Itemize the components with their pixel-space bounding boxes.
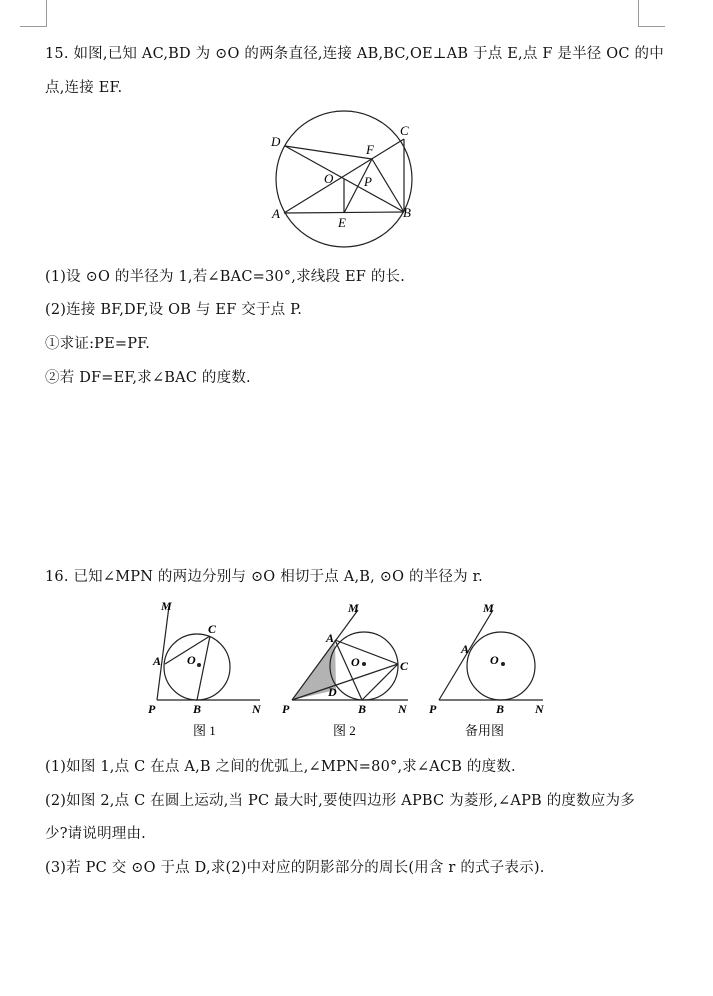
label-o: O [187,653,196,667]
label-m: M [348,601,359,615]
problem-16-stem [45,565,483,586]
label-c: C [400,123,409,138]
center-dot [362,662,366,666]
problem-15-stem-text-1: 如图,已知 AC,BD 为 ⊙O 的两条直径,连接 AB,BC,OE⊥AB 于点 E,点 F 是半径 OC 的中 [73,46,664,62]
problem-16-question-2-line-2: 少?请说明理由. [45,826,146,842]
problem-15-number: 15. [45,46,69,62]
label-b: B [193,702,202,716]
label-a: A [461,642,470,656]
problem-15-question-2: (2)连接 BF,DF,设 OB 与 EF 交于点 P. [45,302,303,318]
problem-15-figure [262,104,424,254]
label-n: N [252,702,261,716]
problem-15-question-2a: ①求证:PE=PF. [45,336,151,352]
page-corner-mark-top-right [638,0,665,27]
problem-16-stem-text: 已知∠MPN 的两边分别与 ⊙O 相切于点 A,B, ⊙O 的半径为 r. [73,569,483,585]
problem-16-figure-1 [140,598,270,738]
label-o: O [490,653,499,667]
caption-backup-figure: 备用图 [465,723,505,738]
label-a: A [326,631,335,645]
label-a: A [272,206,280,221]
caption-figure-2: 图 2 [333,723,356,738]
label-d: D [328,685,337,699]
segment-df [285,146,372,159]
segment-bc [197,636,210,700]
label-o: O [351,655,360,669]
problem-16-figure-2 [278,598,418,738]
label-b: B [358,702,367,716]
label-m: M [161,599,172,613]
label-a: A [153,654,162,668]
problem-15-stem-line-2: 点,连接 EF. [45,80,123,96]
label-o: O [324,171,334,186]
problem-16-question-2-line-1: (2)如图 2,点 C 在圆上运动,当 PC 最大时,要使四边形 APBC 为菱形,∠APB 的度数应为多 [45,793,635,809]
problem-16-question-3: (3)若 PC 交 ⊙O 于点 D,求(2)中对应的阴影部分的周长(用含 r 的式子表示). [45,860,545,876]
label-b: B [496,702,505,716]
problem-16-backup-figure [425,598,555,738]
label-n: N [398,702,407,716]
center-dot [501,662,505,666]
problem-15-stem-line-1 [45,42,664,63]
segment-bf [372,159,404,212]
label-p: P [364,174,372,189]
problem-16-question-1: (1)如图 1,点 C 在点 A,B 之间的优弧上,∠MPN=80°,求∠ACB 的度数. [45,759,516,775]
label-p: P [429,702,437,716]
label-p: P [148,702,156,716]
label-e: E [338,215,346,230]
label-d: D [271,134,281,149]
caption-figure-1: 图 1 [193,723,216,738]
label-c: C [400,659,409,673]
label-c: C [208,622,217,636]
label-m: M [483,601,494,615]
label-n: N [535,702,544,716]
label-b: B [403,205,411,220]
problem-15-question-2b: ②若 DF=EF,求∠BAC 的度数. [45,370,251,386]
page-corner-mark-top-left [20,0,47,27]
center-dot [197,663,201,667]
problem-16-number: 16. [45,569,69,585]
problem-15-question-1: (1)设 ⊙O 的半径为 1,若∠BAC=30°,求线段 EF 的长. [45,269,406,285]
circle-o [467,632,535,700]
segment-bc [362,664,398,700]
label-f: F [366,142,374,157]
label-p: P [282,702,290,716]
